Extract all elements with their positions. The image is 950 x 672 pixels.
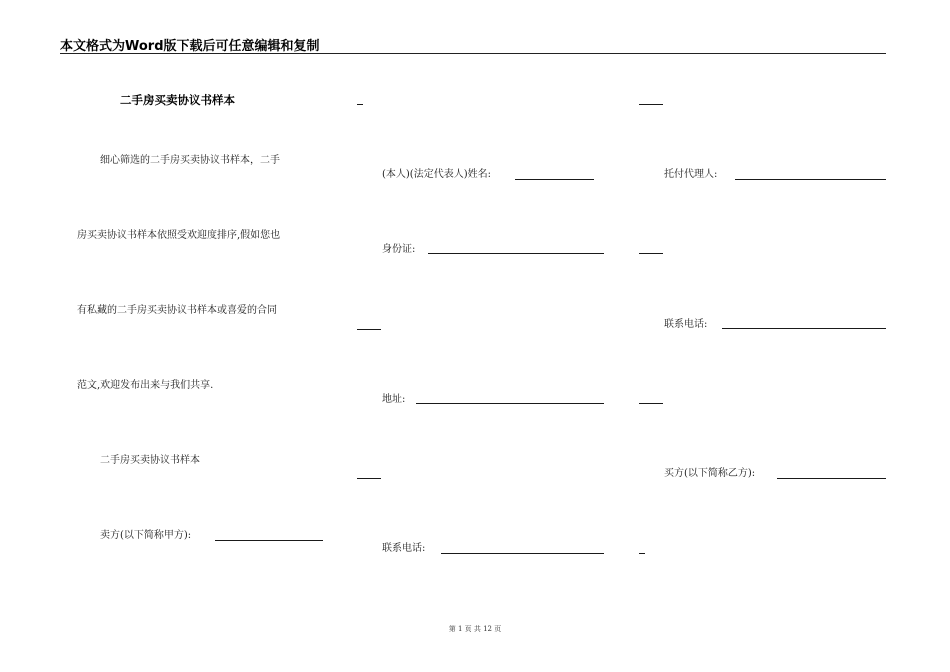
header-text: 本文格式为Word版下载后可任意编辑和复制 — [60, 39, 320, 54]
short-blank-line — [357, 478, 381, 479]
buyer-label: 买方(以下简称乙方): — [664, 468, 756, 479]
phone-label: 联系电话: — [382, 543, 426, 554]
id-label: 身份证: — [382, 244, 416, 255]
address-blank-line — [416, 403, 604, 404]
short-blank-line — [639, 104, 663, 105]
short-blank-line — [357, 329, 381, 330]
name-label: (本人)(法定代表人)姓名: — [382, 169, 491, 180]
name-blank-line — [515, 179, 594, 180]
intro-line-3: 有私藏的二手房买卖协议书样本或喜爱的合同 — [77, 305, 277, 316]
short-blank-line — [639, 553, 645, 554]
id-blank-line — [428, 253, 604, 254]
section-subtitle: 二手房买卖协议书样本 — [100, 455, 200, 466]
page-number: 第 1 页 共 12 页 — [448, 625, 502, 633]
intro-line-4: 范文,欢迎发布出来与我们共享. — [77, 380, 214, 391]
address-label: 地址: — [382, 394, 406, 405]
short-blank-line — [357, 104, 363, 105]
seller-blank-line — [215, 540, 323, 541]
agent-phone-blank-line — [722, 328, 886, 329]
short-blank-line — [639, 403, 663, 404]
agent-label: 托付代理人: — [664, 169, 718, 180]
intro-line-2: 房买卖协议书样本依照受欢迎度排序,假如您也 — [77, 230, 281, 241]
intro-line-1: 细心筛选的二手房买卖协议书样本，二手 — [100, 155, 280, 166]
short-blank-line — [639, 253, 663, 254]
seller-label: 卖方(以下简称甲方): — [100, 530, 192, 541]
document-title: 二手房买卖协议书样本 — [120, 93, 235, 107]
agent-phone-label: 联系电话: — [664, 319, 708, 330]
agent-blank-line — [735, 179, 886, 180]
page-header — [60, 35, 886, 54]
phone-blank-line — [441, 553, 604, 554]
buyer-blank-line — [777, 478, 886, 479]
page-footer — [0, 624, 950, 634]
